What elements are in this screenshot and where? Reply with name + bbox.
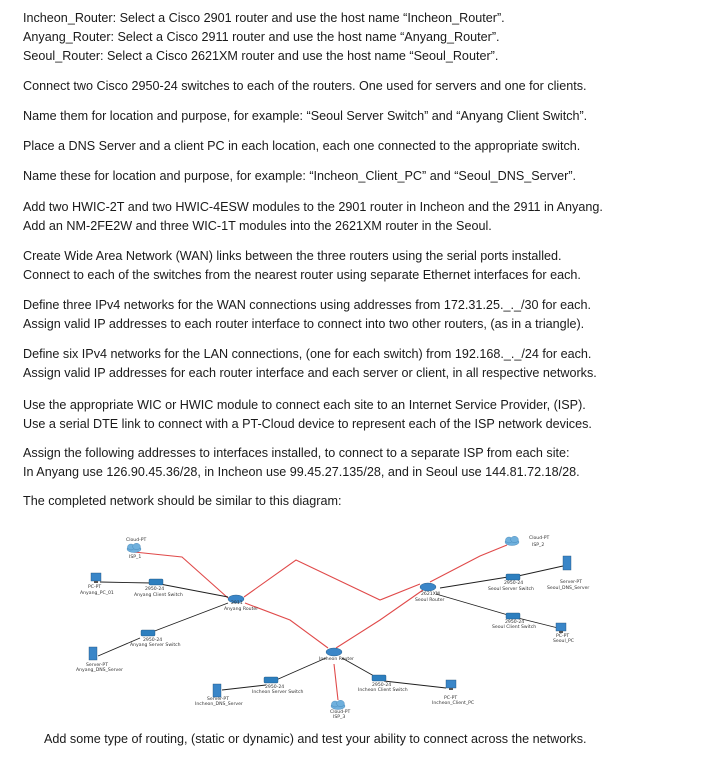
server-icon — [213, 684, 221, 697]
lan-link — [436, 594, 508, 615]
label-device-type: 2950-24 — [505, 620, 525, 625]
text-line: Assign valid IP addresses for each router interface and each server or client, in all respective networks. — [23, 366, 597, 380]
text-line: Name these for location and purpose, for example: “Incheon_Client_PC” and “Seoul_DNS_Server”. — [23, 169, 577, 183]
lan-link — [384, 681, 446, 688]
label-device-name: Anyang Router — [224, 607, 259, 612]
switch-seoul-client — [506, 613, 520, 619]
label-device-name: Anyang Server Switch — [130, 643, 181, 648]
label-device-name: Seoul Server Switch — [488, 587, 534, 592]
text-line: Use a serial DTE link to connect with a PT-Cloud device to represent each of the ISP network devices. — [23, 417, 592, 431]
label-device-type: PC-PT — [88, 585, 102, 590]
label-device-type: 2950-24 — [265, 685, 285, 690]
server-icon — [563, 556, 571, 570]
switch-icon — [141, 630, 155, 636]
label-device-name: Incheon Client Switch — [358, 688, 408, 693]
router-seoul — [420, 583, 436, 591]
switch-icon — [506, 574, 520, 580]
lan-link — [518, 566, 563, 576]
label-device-type: Server-PT — [86, 663, 109, 668]
label-device-name: Anyang_DNS_Server — [76, 668, 123, 673]
label-device-name: ISP_1 — [129, 555, 142, 560]
footer-instruction: Add some type of routing, (static or dynamic) and test your ability to connect across the networks. — [44, 732, 587, 746]
text-line: The completed network should be similar to this diagram: — [23, 494, 342, 508]
label-device-name: Anyang Client Switch — [134, 593, 183, 598]
pc-icon — [556, 623, 566, 631]
label-device-type: 2950-24 — [143, 638, 163, 643]
pc-icon — [446, 680, 456, 688]
label-device-type: 2950-24 — [504, 581, 524, 586]
server-seoul — [563, 556, 571, 570]
label-device-name: Incheon_Client_PC — [432, 701, 475, 706]
text-line: Assign valid IP addresses to each router interface to connect into two other routers, (as in a triangle). — [23, 317, 585, 331]
router-icon — [326, 648, 342, 656]
server-icon — [89, 647, 97, 660]
label-device-name: ISP_2 — [532, 543, 545, 548]
text-line: Assign the following addresses to interfaces installed, to connect to a separate ISP from each site: — [23, 446, 570, 460]
label-device-type: 2950-24 — [372, 683, 392, 688]
switch-icon — [506, 613, 520, 619]
label-device-type: Cloud-PT — [126, 538, 147, 543]
wan-link-seoul-isp2 — [430, 545, 507, 582]
label-device-type: Cloud-PT — [330, 710, 351, 715]
label-device-name: Seoul_DNS_Server — [547, 586, 590, 591]
cloud-isp3 — [331, 700, 345, 709]
router-icon — [420, 583, 436, 591]
label-device-type: 2950-24 — [145, 587, 165, 592]
switch-icon — [264, 677, 278, 683]
text-line: Use the appropriate WIC or HWIC module to connect each site to an Internet Service Provider, (ISP). — [23, 398, 586, 412]
label-device-type: Server-PT — [560, 580, 583, 585]
text-line: Define three IPv4 networks for the WAN connections using addresses from 172.31.25._._/30 for each. — [23, 298, 591, 312]
text-line: Anyang_Router: Select a Cisco 2911 router and use the host name “Anyang_Router”. — [23, 30, 500, 44]
label-device-name: ISP_3 — [333, 715, 346, 720]
lan-link — [100, 582, 152, 583]
text-line: Create Wide Area Network (WAN) links between the three routers using the serial ports installed. — [23, 249, 562, 263]
text-line: Incheon_Router: Select a Cisco 2901 router and use the host name “Incheon_Router”. — [23, 11, 505, 25]
label-device-type: 2911 — [231, 601, 243, 606]
server-anyang — [89, 647, 97, 660]
cloud-isp1 — [127, 543, 141, 552]
switch-incheon-server — [264, 677, 278, 683]
lan-link — [152, 603, 228, 632]
label-device-type: PC-PT — [556, 634, 570, 639]
label-device-type: Cloud-PT — [529, 536, 550, 541]
label-device-name: Anyang_PC_01 — [80, 591, 114, 596]
switch-icon — [149, 579, 163, 585]
cloud-icon — [127, 543, 141, 552]
text-line: In Anyang use 126.90.45.36/28, in Incheon use 99.45.27.135/28, and in Seoul use 144.81.72.18/28. — [23, 465, 580, 479]
switch-incheon-client — [372, 675, 386, 681]
cloud-isp2 — [505, 536, 519, 545]
wan-link-incheon-seoul — [336, 590, 423, 648]
wan-link-incheon-isp3 — [334, 664, 338, 700]
text-line: Name them for location and purpose, for example: “Seoul Server Switch” and “Anyang Client Switch”. — [23, 109, 588, 123]
label-device-type: Server-PT — [207, 697, 230, 702]
switch-icon — [372, 675, 386, 681]
switch-seoul-server — [506, 574, 520, 580]
label-device-type: PC-PT — [444, 696, 458, 701]
text-line: Seoul_Router: Select a Cisco 2621XM router and use the host name “Seoul_Router”. — [23, 49, 499, 63]
text-line: Add an NM-2FE2W and three WIC-1T modules into the 2621XM router in the Seoul. — [23, 219, 492, 233]
label-device-name: Incheon Server Switch — [252, 690, 304, 695]
switch-anyang-server — [141, 630, 155, 636]
label-device-name: Seoul Router — [415, 598, 445, 603]
cloud-icon — [505, 536, 519, 545]
pc-anyang — [91, 573, 101, 583]
label-device-name: Seoul_PC — [553, 639, 575, 644]
label-device-name: Incheon_DNS_Server — [195, 702, 243, 707]
text-line: Connect two Cisco 2950-24 switches to each of the routers. One used for servers and one for clients. — [23, 79, 587, 93]
pc-incheon — [446, 680, 456, 690]
wan-link-anyang-seoul — [244, 560, 420, 600]
label-device-name: Incheon Router — [319, 657, 354, 662]
text-line: Connect to each of the switches from the nearest router using separate Ethernet interfaces for each. — [23, 268, 581, 282]
router-incheon — [326, 648, 342, 656]
text-line: Define six IPv4 networks for the LAN connections, (one for each switch) from 192.168._._/24 for each. — [23, 347, 592, 361]
text-line: Place a DNS Server and a client PC in each location, each one connected to the appropriate switch. — [23, 139, 581, 153]
cloud-icon — [331, 700, 345, 709]
switch-anyang-client — [149, 579, 163, 585]
wan-links — [134, 545, 507, 700]
server-incheon — [213, 684, 221, 697]
text-line: Add two HWIC-2T and two HWIC-4ESW modules to the 2901 router in Incheon and the 2911 in Anyang. — [23, 200, 603, 214]
pc-seoul — [556, 623, 566, 633]
pc-icon — [91, 573, 101, 581]
label-device-name: Seoul Client Switch — [492, 625, 537, 630]
label-device-type: 2621XM — [421, 592, 440, 597]
